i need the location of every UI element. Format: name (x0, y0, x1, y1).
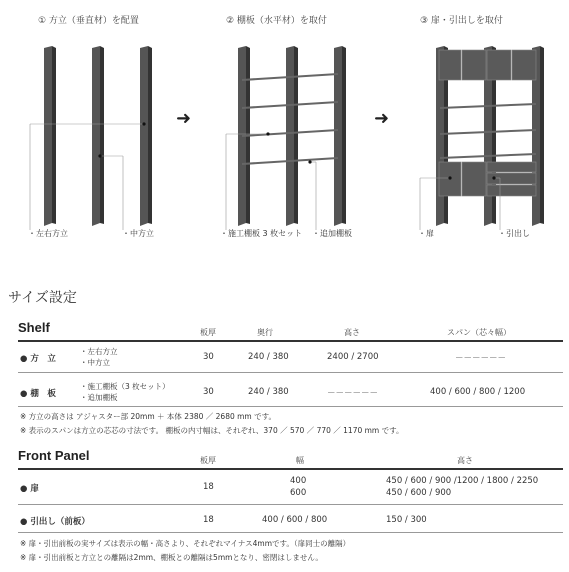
uprights-illustration (20, 38, 160, 238)
arrow-right-icon: ➜ (374, 108, 390, 129)
divider (18, 372, 563, 373)
shelves-illustration (212, 38, 362, 238)
cell-width: 400 / 600 / 800 (262, 515, 328, 525)
shelf-col-span: スパン（芯々幅） (447, 328, 511, 337)
label-door: ・扉 (418, 229, 434, 238)
shelf-col-depth: 奥行 (257, 328, 273, 337)
cell-height: 450 / 600 / 900 /1200 / 1800 / 2250 (386, 476, 539, 486)
divider (18, 468, 563, 470)
front-col-width: 幅 (296, 456, 304, 465)
cell-height: －－－－－－ (327, 389, 379, 399)
cell-width: 400 (290, 476, 307, 486)
row-sub: ・追加棚板 (80, 393, 118, 402)
label-extra-shelf: ・追加棚板 (312, 229, 352, 238)
cell-depth: 240 / 380 (248, 352, 289, 362)
row-name: ● 方 立 (20, 354, 56, 364)
front-col-thickness: 板厚 (200, 456, 216, 465)
cell-thickness: 18 (203, 482, 214, 492)
divider (18, 504, 563, 505)
row-name: ● 引出し（前板） (20, 517, 90, 527)
cell-span: －－－－－－ (455, 354, 507, 364)
cell-height: 450 / 600 / 900 (386, 488, 452, 498)
divider (18, 340, 563, 342)
front-col-height: 高さ (457, 456, 473, 465)
cell-height: 2400 / 2700 (327, 352, 379, 362)
step-3-title: ③ 扉・引出しを取付 (420, 16, 503, 26)
row-sub: ・中方立 (80, 358, 110, 367)
front-heading: Front Panel (18, 448, 90, 463)
cell-thickness: 30 (203, 352, 214, 362)
cell-depth: 240 / 380 (248, 387, 289, 397)
step-2-title: ② 棚板（水平材）を取付 (226, 16, 327, 26)
row-sub: ・施工棚板（3 枚セット） (80, 382, 170, 391)
section-title: サイズ設定 (8, 290, 77, 306)
label-center-upright: ・中方立 (122, 229, 154, 238)
label-side-uprights: ・左右方立 (28, 229, 68, 238)
shelf-note: ※ 表示のスパンは方立の芯芯の寸法です。 棚板の内寸幅は、それぞれ、370 ／ 570 ／ 770 ／ 1170 mm です。 (20, 426, 404, 435)
label-shelf-set: ・施工棚板 3 枚セット (220, 229, 303, 238)
step-1-title: ① 方立（垂直材）を配置 (38, 16, 139, 26)
cell-span: 400 / 600 / 800 / 1200 (430, 387, 526, 397)
doors-drawers-illustration (410, 38, 560, 238)
cell-height: 150 / 300 (386, 515, 427, 525)
shelf-col-thickness: 板厚 (200, 328, 216, 337)
shelf-col-height: 高さ (344, 328, 360, 337)
row-name: ● 棚 板 (20, 389, 56, 399)
divider (18, 532, 563, 533)
arrow-right-icon: ➜ (176, 108, 192, 129)
shelf-note: ※ 方立の高さは アジャスター部 20mm ＋ 本体 2380 ／ 2680 mm です。 (20, 412, 277, 421)
cell-width: 600 (290, 488, 307, 498)
row-sub: ・左右方立 (80, 347, 118, 356)
row-name: ● 扉 (20, 484, 39, 494)
shelf-heading: Shelf (18, 320, 50, 335)
divider (18, 406, 563, 407)
label-drawer: ・引出し (498, 229, 530, 238)
cell-thickness: 18 (203, 515, 214, 525)
front-note: ※ 扉・引出前板の実サイズは表示の幅・高さより、それぞれマイナス4mmです。（扉同士の離隔） (20, 539, 351, 548)
front-note: ※ 扉・引出前板と方立との離隔は2mm、棚板との離隔は5mmとなり、密閉はしません。 (20, 553, 323, 562)
cell-thickness: 30 (203, 387, 214, 397)
